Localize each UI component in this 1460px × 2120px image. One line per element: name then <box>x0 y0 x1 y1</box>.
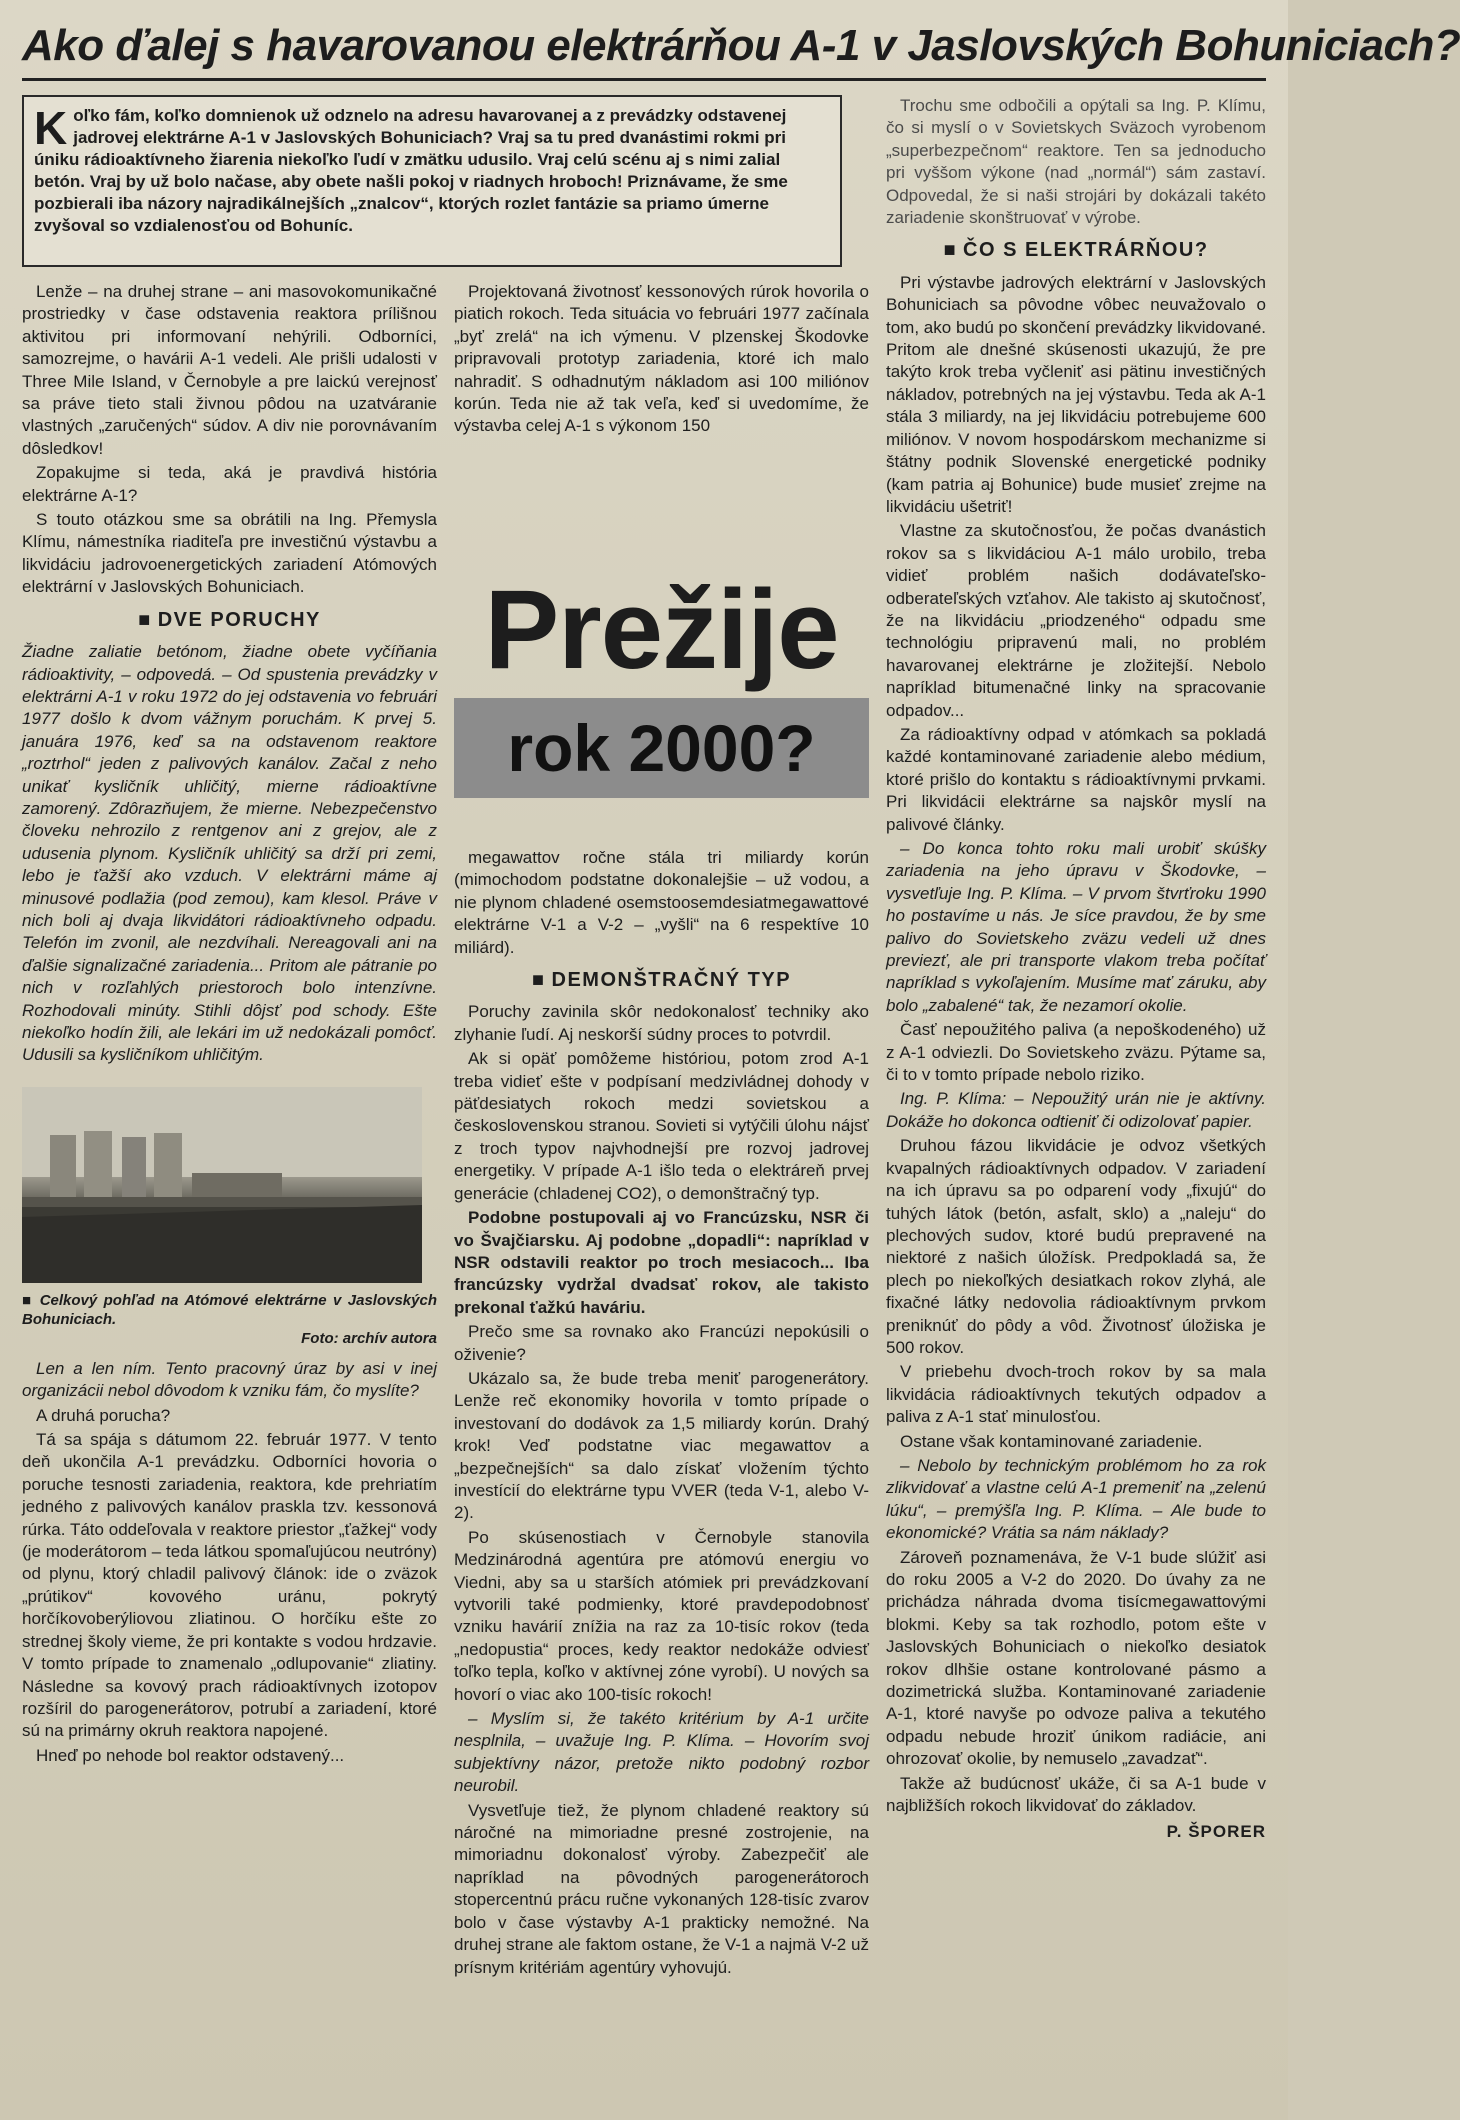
col2-paragraph: Projektovaná životnosť kessonových rúrok hovorila o piatich rokoch. Teda situácia vo februári 1977 začínala „byť zrelá“ na ich výmenu. V plzenskej Škodovke pripravovali prototyp zariadenia, ktoré ich malo nahradiť. S odhadnutým nákladom asi 100 miliónov korún. Teda nie až tak veľa, keď si uvedomíme, že výstavba celej A-1 s výkonom 150 <box>454 282 869 436</box>
col3-paragraph: Vlastne za skutočnosťou, že počas dvanástich rokov sa s likvidáciou A-1 málo urobilo, treba vidieť problém našich dodávateľsko-odberateľských vzťahov. Ale takisto aj skutočnosť, že na likvidáciu „priodzeného“ odpadu sme technológiu pripravenú mali, no problém havarovanej elektrárne je zložitejší. Nebolo napríklad bitumenačné linky na spracovanie odpadov... <box>886 521 1266 720</box>
power-plant-photo <box>22 1087 422 1283</box>
col1-paragraph: Len a len ním. Tento pracovný úraz by asi v inej organizácii nebol dôvodom k vzniku fám, čo myslíte? <box>22 1358 437 1401</box>
subhead-demonstracny-typ: ■ DEMONŠTRAČNÝ TYP <box>454 969 869 991</box>
col2-paragraph: Poruchy zavinila skôr nedokonalosť techniky ako zlyhanie ľudí. Aj neskorší súdny proces to potvrdil. <box>454 1002 869 1044</box>
col3-paragraph: – Do konca tohto roku mali urobiť skúšky zariadenia na jeho úpravu v Škodovke, – vysvetľuje Ing. P. Klíma. – V prvom štvrťroku 1990 ho postavíme u nás. Je síce pravdou, že by sme palivo do Sovietskeho zväzu vedeli už dnes previezť, ale pri transporte vlakom treba počítať napríklad s vykoľajením. Musíme mať záruku, aby bolo „zabalené“ tak, že nezamorí okolie. <box>886 839 1266 1015</box>
col1-paragraph: Tá sa spája s dátumom 22. február 1977. V tento deň ukončila A-1 prevádzku. Odborníci hovoria o poruche tesnosti zariadenia, reaktora, kde prehriatím jedného z palivových kanálov praskla tzv. kessonová rúrka. Táto oddeľovala v reaktore priestor „ťažkej“ vody (je moderátorom – teda látkou spomaľujúcou neutróny) od plynu, ktorý chladil palivový článok: ide o zväzok „prútikov“ kovového uránu, pokrytý horčíkovoberýliovou zliatinou. O horčíku ešte zo strednej školy vieme, že pri kontakte s vodou hrdzavie. V tomto prípade to znamenalo „odlupovanie“ zliatiny. Následne sa kovový prach rádioaktívnych izotopov rozšíril do parogenerátorov, potrubí a zariadení, ktoré sú na primárny okruh reaktora napojené. <box>22 1430 437 1741</box>
col2-paragraph: – Myslím si, že takéto kritérium by A-1 určite nesplnila, – uvažuje Ing. P. Klíma. – Hovorím svoj subjektívny názor, pretože nikto podobný rozbor neurobil. <box>454 1709 869 1796</box>
col2-paragraph: Podobne postupovali aj vo Francúzsku, NSR či vo Švajčiarsku. Aj podobne „dopadli“: napríklad v NSR odstavili reaktor po troch mesiacoch... Iba francúzsky vydržal dvadsať rokov, ale takisto prekonal ťažkú haváriu. <box>454 1208 869 1317</box>
photo-credit: Foto: archív autora <box>301 1329 437 1347</box>
author-signature: P. ŠPORER <box>1166 1822 1266 1842</box>
col1-interview-paragraph <box>22 641 437 1067</box>
col1-paragraph: S touto otázkou sme sa obrátili na Ing. Přemysla Klímu, námestníka riaditeľa pre investičnú výstavbu a likvidáciu jadrovoenergetických zariadení Atómových elektrární v Jaslovských Bohuniciach. <box>22 510 437 597</box>
title-box <box>454 560 869 835</box>
photo-caption: ■ Celkový pohľad na Atómové elektrárne v Jaslovských Bohuniciach. Foto: archív autora <box>22 1291 437 1347</box>
col1-paragraph: A druhá porucha? <box>36 1405 171 1425</box>
col1-paragraph: Lenže – na druhej strane – ani masovokomunikačné prostriedky v čase odstavenia reaktora prílišnou aktivitou pri informovaní nehýrili. Odborníci, samozrejme, o havárii A-1 vedeli. Ale prišli udalosti v Three Mile Island, v Černobyle a pre laickú verejnosť sa práve tieto stali živnou pôdou na uzatváranie vlastných „zaručených“ súdov. A div nie porovnávaním dôsledkov! <box>22 282 437 458</box>
column-1 <box>22 281 437 1769</box>
article-body <box>22 95 1266 2105</box>
col3-paragraph: Trochu sme odbočili a opýtali sa Ing. P. Klímu, čo si myslí o v Sovietskych Sväzoch vyrobenom „superbezpečnom“ reaktore. Ten sa jednoducho pri vyššom výkone (nad „normál“) sám zastaví. Odpovedal, že si naši strojári by dokázali takéto zariadenie skonštruovať v výrobe. <box>886 96 1266 228</box>
col3-paragraph: Za rádioaktívny odpad v atómkach sa pokladá každé kontaminované zariadenie alebo médium, ktoré prišlo do kontaktu s rádioaktívnymi prvkami. Pri likvidácii elektrárne sa najskôr myslí na palivové články. <box>886 724 1266 834</box>
col2-paragraph: Vysvetľuje tiež, že plynom chladené reaktory sú náročné na mimoriadne presné zostrojenie, na mimoriadnu dokonalosť výroby. Zabezpečiť ale napríklad na pôvodných parogenerátoroch stopercentnú prácu ručne vykonaných 128-tisíc zvarov bolo v čase výstavby A-1 prakticky nemožné. Na druhej strane ale faktom ostane, že V-1 a najmä V-2 už prísnym kritériám agentúry vyhovujú. <box>454 1800 869 1977</box>
lead-dropcap: K <box>34 102 68 154</box>
col1-paragraph: Zopakujme si teda, aká je pravdivá história elektrárne A-1? <box>22 463 437 505</box>
column-3 <box>886 95 1266 1844</box>
col2-paragraph: Po skúsenostiach v Černobyle stanovila Medzinárodná agentúra pre atómovú energiu vo Viedni, aby sa u starších atómiek pri prevádzkovaní vytvorili také podmienky, ktoré pravdepodobnosť vzniku havárií znížia na raz za 10-tisíc rokov (teda „nedopustia“ proces, kedy reaktor nedokáže odviesť toľko tepla, koľko v aktívnej zóne vyrobí). U nových sa hovorí o viac ako 100-tisíc rokoch! <box>454 1527 869 1704</box>
col1-interview-text: Žiadne zaliatie betónom, žiadne obete vyčíňania rádioaktivity, – odpovedá. – Od spustenia prevádzky v elektrárni A-1 v roku 1972 do jej odstavenia vo februári 1977 došlo k dvom vážnym poruchám. K prvej 5. januára 1976, keď sa na odstavenom reaktore „roztrhol“ jeden z palivových kanálov. Začal z neho unikať kysličník uhličitý, mierne rádioaktívne zamorený. Zdôrazňujem, že mierne. Nebezpečenstvo človeku nehrozilo z rentgenov ani z grejov, ale z udusenia plynom. Kysličník uhličitý sa drží pri zemi, lebo je ťažší ako vzduch. V elektrárni máme aj minusové podlažia (pod zemou), kam klesol. Práve v nich boli aj dvaja likvidátori rádioaktívneho odpadu. Telefón im zvonil, ale nezdvíhali. Nereagovali ani na ďalšie signalizačné zariadenia... Pritom ale pátranie po nich v rozľahlých priestoroch bolo intenzívne. Rozhodovali minúty. Stihli dôjsť pod schody. Ešte niekoľko hodín žili, ale lekári im už nedokázali pomôcť. Udusili sa kysličníkom uhličitým. <box>22 642 437 1065</box>
col3-paragraph: Ing. P. Klíma: – Nepoužitý urán nie je aktívny. Dokáže ho dokonca odtieniť či odizolovať papier. <box>886 1089 1266 1131</box>
col2-paragraph: Ukázalo sa, že bude treba meniť parogenerátory. Lenže reč ekonomiky hovorila v tomto prípade o investovaní do dodávok za 1,5 miliardy korún. Drahý krok! Veď podstatne viac megawattov a „bezpečnejších“ sa dalo získať vložením týchto investícií do elektrárne typu VVER (teda V-1, alebo V-2). <box>454 1368 869 1523</box>
photo-caption-text: Celkový pohľad na Atómové elektrárne v Jaslovských Bohuniciach. <box>22 1291 437 1328</box>
subhead-co-s-elektrarnou: ■ ČO S ELEKTRÁRŇOU? <box>886 239 1266 261</box>
subhead-dve-poruchy: ■ DVE PORUCHY <box>22 609 437 631</box>
col3-paragraph: Časť nepoužitého paliva (a nepoškodeného) už z A-1 odviezli. Do Sovietskeho zväzu. Pýtame sa, či to v tomto prípade nebolo riziko. <box>886 1020 1266 1085</box>
lead-text: oľko fám, koľko domnienok už odznelo na adresu havarovanej a z prevádzky odstavenej jadrovej elektrárne A-1 v Jaslovských Bohuniciach? Vraj sa tu pred dvanástimi rokmi pri úniku rádioaktívneho žiarenia niekoľko ľudí v zmätku udusilo. Vraj celú scénu aj s nimi zalial betón. Vraj by už bolo načase, aby obete našli pokoj v riadnych hroboch! Priznávame, že sme pozbierali iba názory najradikálnejších „znalcov“, ktorých rozlet fantázie sa priamo úmerne zvyšoval so vzdialenosťou od Bohuníc. <box>34 106 788 235</box>
power-plant-image <box>22 1087 422 1283</box>
col2-paragraph: Prečo sme sa rovnako ako Francúzi nepokúsili o oživenie? <box>454 1322 869 1364</box>
col2-paragraph: Ak si opäť pomôžeme históriou, potom zrod A-1 treba vidieť ešte v podpísaní medzivládnej dohody v päťdesiatych rokoch medzi sovietskou a československou stranou. Sovieti si vytýčili úlohu nájsť z troch typov najvhodnejší pre rozvoj jadrovej energetiky. V prípade A-1 išlo teda o elektráreň prvej generácie (chladenej CO2), o demonštračný typ. <box>454 1049 869 1203</box>
title-prezije: Prežije <box>484 567 839 692</box>
col1-paragraph: Hneď po nehode bol reaktor odstavený... <box>36 1745 345 1765</box>
col3-paragraph: Zároveň poznamenáva, že V-1 bude slúžiť asi do roku 2005 a V-2 do 2020. Do úvahy za ne prichádza náhrada dvoma tisícmegawattovými blokmi. Keby sa tak rozhodlo, potom ešte v Jaslovských Bohuniciach o niekoľko desiatok rokov dlhšie ostane kontrolované pásmo a dozimetrická služba. Kontaminované zariadenie A-1, ktoré navyše po odvoze paliva a tekutého odpadu nebude hroziť únikom radiácie, ani ohrozovať okolie, by nemuselo „zavadzať“. <box>886 1547 1266 1769</box>
column-2-lower <box>454 847 869 1981</box>
column-2 <box>454 281 869 440</box>
col3-paragraph: Druhou fázou likvidácie je odvoz všetkých kvapalných rádioaktívnych odpadov. V zariadení na ich úpravu sa po odparení vody „fixujú“ do tuhých látok (betón, asfalt, sklo) a „naleju“ do plechových sudov, ktoré budú prepravené na niektoré z našich úložísk. Predpokladá sa, že plech po niekoľkých desiatkach rokov zlyhá, ale fixačné látky nedovolia rádioaktívnym prvkom preniknúť do pôdy a vôd. Životnosť úložiska je 500 rokov. <box>886 1136 1266 1357</box>
col2-paragraph: megawattov ročne stála tri miliardy korún (mimochodom podstatne dokonalejšie – už vodou, a nie plynom chladené osemstoosemdesiatmegawattové elektrárne V-1 a V-2 – „vyšli“ na 6 respektíve 10 miliárd). <box>454 848 869 957</box>
col3-paragraph: Pri výstavbe jadrových elektrární v Jaslovských Bohuniciach sa pôvodne vôbec neuvažovalo o tom, ako budú po skončení prevádzky likvidované. Pritom ale dnešné skúsenosti ukazujú, že pre takýto krok treba vyčleniť asi pätinu investičných nákladov, potrebných na jej výstavbu. Teda ak A-1 stála 3 miliardy, na jej likvidáciu potrebujeme 600 miliónov. V novom hospodárskom mechanizme si štátny podnik Slovenské energetické podniky (kam patria aj Bohunice) bude musieť zrejme na likvidáciu ušetriť! <box>886 272 1266 516</box>
col3-paragraph: – Nebolo by technickým problémom ho za rok zlikvidovať a vlastne celú A-1 premeniť na „zelenú lúku“, – premýšľa Ing. P. Klíma. – Ale bude to ekonomické? Vrátia sa nám náklady? <box>886 1455 1266 1543</box>
lead-box <box>22 95 842 267</box>
headline: Ako ďalej s havarovanou elektrárňou A-1 v Jaslovských Bohuniciach? <box>22 20 1266 81</box>
col3-paragraph: Ostane však kontaminované zariadenie. <box>900 1431 1203 1451</box>
col3-paragraph: Takže až budúcnosť ukáže, či sa A-1 bude v najbližších rokoch likvidovať do základov. <box>886 1773 1266 1816</box>
col3-paragraph: V priebehu dvoch-troch rokov by sa mala likvidácia rádioaktívnych tekutých odpadov a paliva z A-1 stať minulosťou. <box>886 1362 1266 1427</box>
title-rok-2000: rok 2000? <box>454 698 869 798</box>
